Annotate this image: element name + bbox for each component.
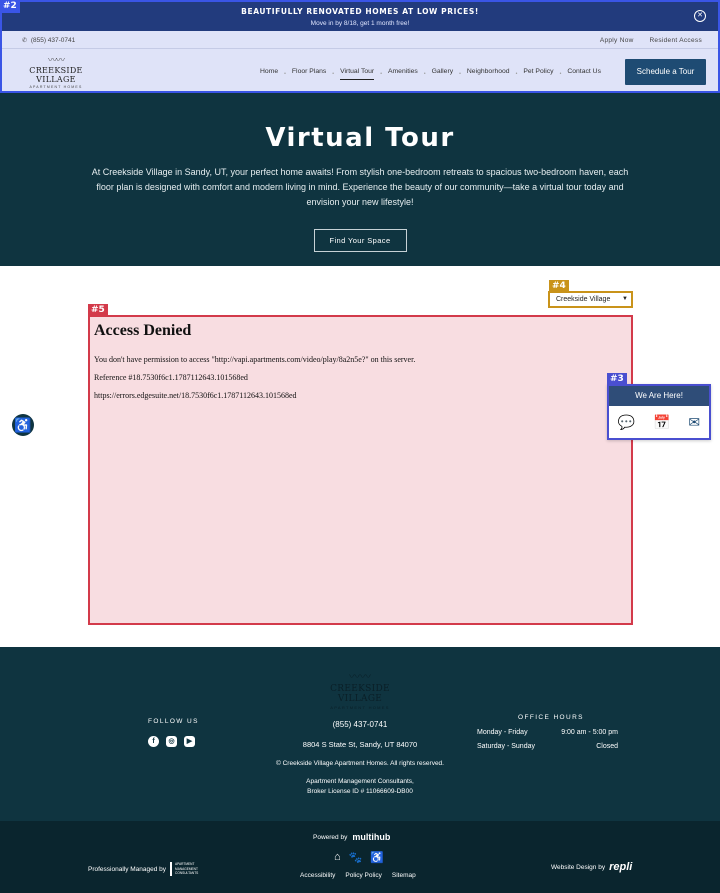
footer-logo[interactable] [312, 673, 408, 710]
repli-logo: repli [609, 861, 633, 873]
managed-by[interactable] [88, 862, 204, 876]
hours-row: Saturday - Sunday Closed [477, 743, 618, 750]
facebook-icon[interactable]: f [148, 736, 159, 747]
hero-description: At Creekside Village in Sandy, UT, your perfect home awaits! From stylish one-bedroom retreats to spacious two-bedroom haven, each floor plan is designed with comfort and modern living in mind. Experience the beauty of our community—take a virtual tour today and envision your new lifestyle! [91, 167, 629, 207]
error-message: You don't have permission to access "http://vapi.apartments.com/video/play/8a2n5e?" on this server. [94, 355, 416, 364]
multihub-logo: multihub [352, 832, 391, 842]
site-header [0, 0, 720, 93]
footer-logo-sub: APARTMENT HOMES [330, 705, 390, 710]
amc-logo: APARTMENT MANAGEMENT CONSULTANTS [170, 862, 204, 876]
promo-title: BEAUTIFULLY RENOVATED HOMES AT LOW PRICES! [241, 7, 479, 16]
nav-item-contact-us[interactable]: Contact Us [567, 68, 601, 75]
nav-item-virtual-tour[interactable]: Virtual Tour • [340, 68, 388, 80]
property-select-value: Creekside Village [556, 296, 611, 303]
powered-by-label: Powered by [313, 833, 348, 841]
footer-mgmt-line2: Broker License ID # 11066609-DB00 [307, 788, 413, 795]
error-reference: Reference #18.7530f6c1.1787112643.101568ed [94, 373, 248, 382]
promo-subtitle: Move in by 8/18, get 1 month free! [310, 20, 410, 27]
youtube-icon[interactable]: ▶ [184, 736, 195, 747]
header-phone-link[interactable] [22, 37, 75, 44]
chevron-down-icon: ▼ [622, 296, 628, 302]
accessibility-icon: ♿ [370, 852, 385, 864]
page-title: Virtual Tour [265, 123, 455, 153]
badge-frame: #5 [88, 304, 108, 317]
nav-item-gallery[interactable]: Gallery • [431, 68, 461, 77]
mail-icon[interactable]: ✉ [688, 414, 701, 430]
contact-widget [607, 384, 711, 440]
nav-item-home[interactable]: Home • [260, 68, 286, 77]
phone-icon: ✆ [22, 38, 28, 44]
nav-item-amenities[interactable]: Amenities • [387, 68, 426, 77]
resident-access-link[interactable]: Resident Access [649, 37, 702, 44]
logo-name: CREEKSIDE VILLAGE [29, 66, 83, 84]
badge-header: #2 [0, 0, 20, 13]
error-heading: Access Denied [94, 322, 192, 339]
nav-item-neighborhood[interactable]: Neighborhood • [466, 68, 518, 77]
footer-bottom-bar [0, 821, 720, 893]
error-url: https://errors.edgesuite.net/18.7530f6c1.1787112643.101568ed [94, 391, 297, 400]
nav-item-pet-policy[interactable]: Pet Policy • [523, 68, 562, 77]
widget-title[interactable]: We Are Here! [609, 386, 709, 406]
site-footer [0, 647, 720, 821]
footer-link-policy[interactable]: Policy Policy [345, 872, 382, 879]
equal-housing-icon: ⌂ [334, 851, 341, 863]
footer-logo-name: CREEKSIDE VILLAGE [330, 684, 390, 704]
footer-link-sitemap[interactable]: Sitemap [391, 872, 416, 879]
virtual-tour-iframe[interactable] [88, 315, 636, 625]
footer-mgmt-line1: Apartment Management Consultants, [306, 778, 414, 785]
hero-section [0, 93, 720, 266]
pet-friendly-icon: 🐾 [348, 852, 363, 864]
utility-bar [2, 31, 718, 49]
main-nav [260, 68, 601, 80]
promo-banner [2, 2, 718, 31]
logo-sub: APARTMENT HOMES [29, 85, 83, 89]
apply-now-link[interactable]: Apply Now [599, 37, 634, 44]
instagram-icon[interactable]: ◎ [166, 736, 177, 747]
badge-widget: #3 [607, 373, 627, 386]
footer-link-accessibility[interactable]: Accessibility [300, 872, 336, 879]
badge-select: #4 [549, 280, 569, 293]
schedule-tour-button[interactable]: Schedule a Tour [625, 59, 706, 85]
office-hours-table [477, 729, 618, 757]
logo-waves-icon: 〰〰 [47, 55, 64, 65]
footer-logo-waves-icon: 〰〰 [349, 671, 371, 683]
accessibility-icon[interactable]: ♿ [12, 414, 34, 436]
footer-phone[interactable]: (855) 437-0741 [332, 720, 388, 729]
powered-by[interactable] [313, 832, 390, 842]
managed-by-label: Professionally Managed by [88, 865, 167, 873]
website-design-by[interactable] [551, 861, 632, 873]
close-icon[interactable]: ✕ [694, 10, 706, 22]
hours-row: Monday - Friday 9:00 am - 5:00 pm [477, 729, 618, 736]
follow-us-label: FOLLOW US [148, 718, 199, 725]
find-your-space-button[interactable]: Find Your Space [314, 229, 407, 252]
footer-copyright: © Creekside Village Apartment Homes. All rights reserved. [276, 760, 444, 767]
nav-item-floor-plans[interactable]: Floor Plans • [291, 68, 335, 77]
office-hours-title: OFFICE HOURS [518, 714, 584, 721]
header-phone: (855) 437-0741 [30, 37, 76, 44]
design-by-label: Website Design by [551, 863, 606, 871]
site-logo[interactable] [18, 56, 94, 89]
calendar-icon[interactable]: 📅 [653, 414, 671, 430]
property-select[interactable] [548, 291, 633, 308]
footer-address[interactable]: 8804 S State St, Sandy, UT 84070 [302, 740, 418, 749]
chat-icon[interactable]: 💬 [617, 414, 636, 430]
